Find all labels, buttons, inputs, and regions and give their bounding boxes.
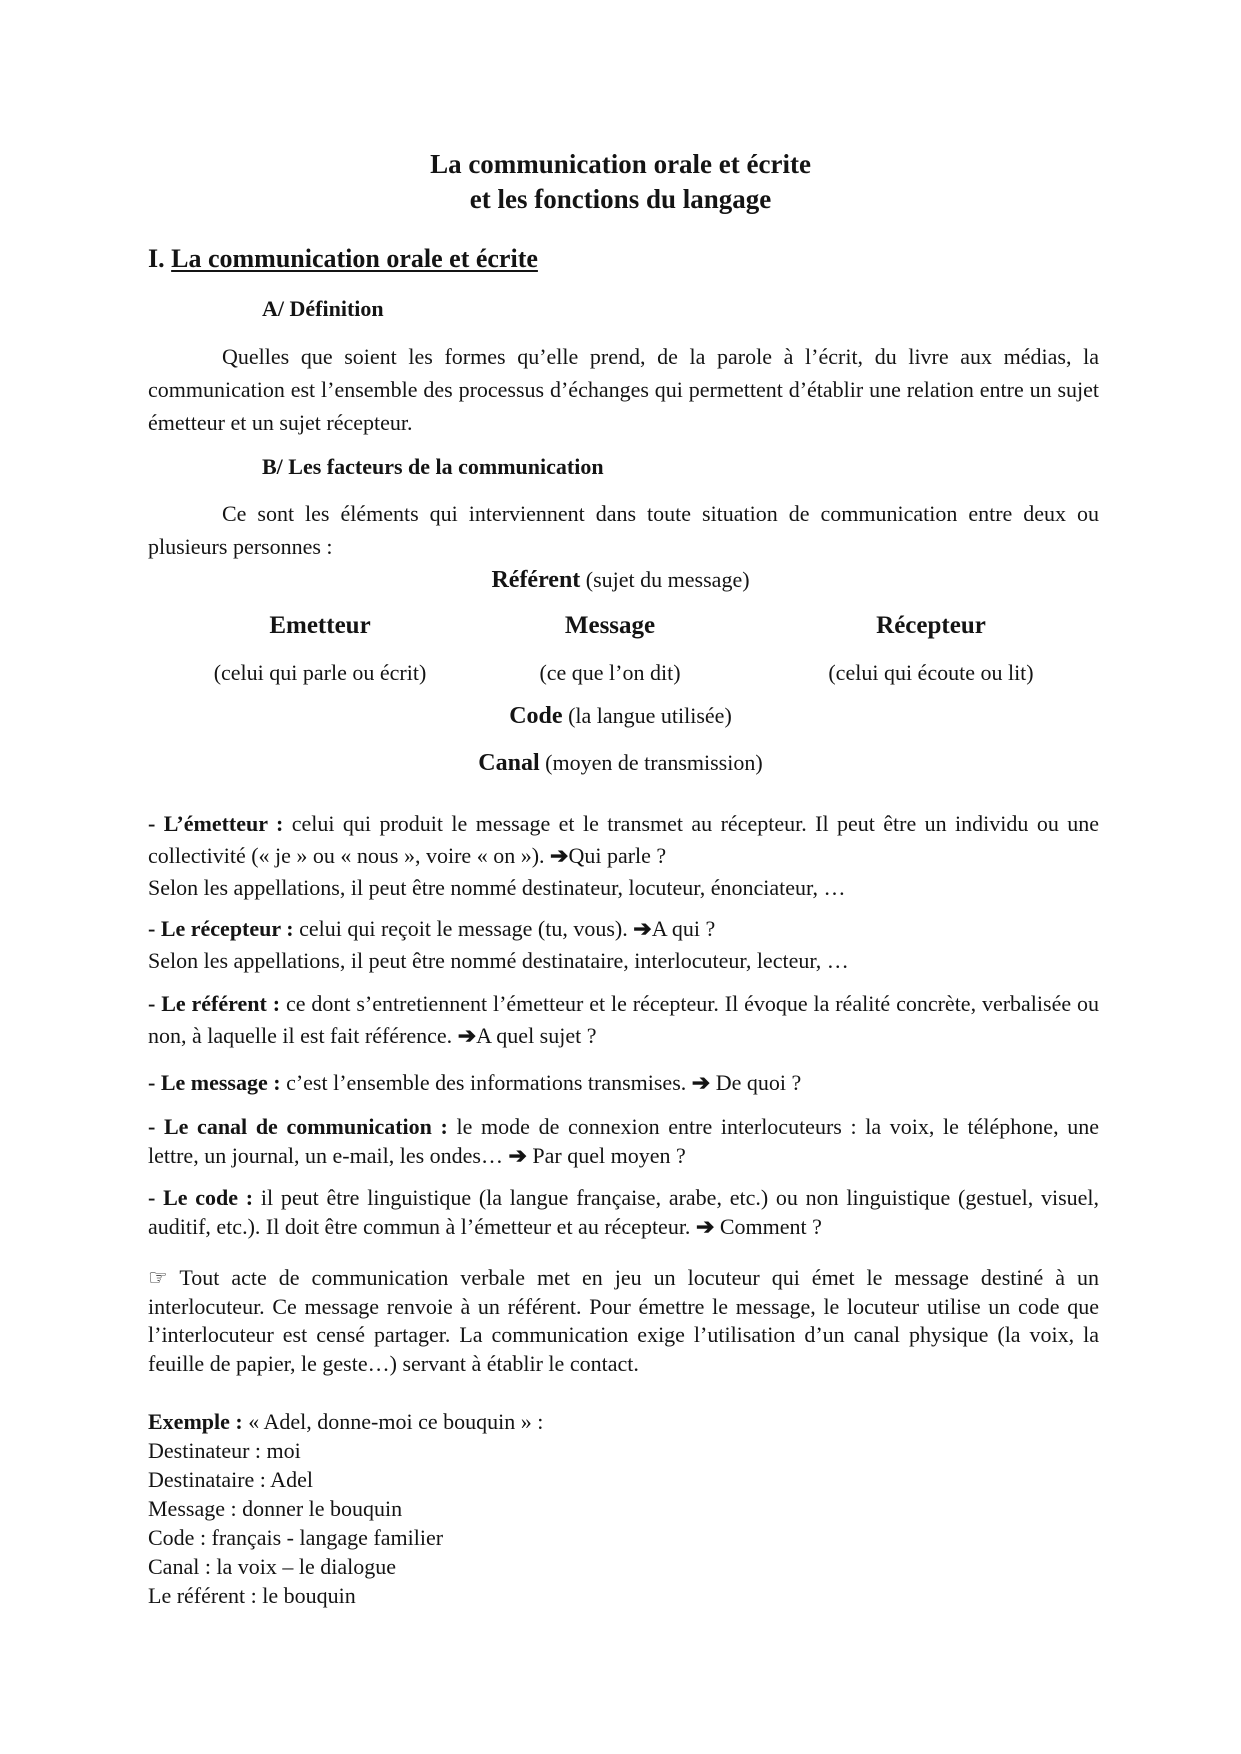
def-code-text: il peut être linguistique (la langue française, arabe, etc.) ou non linguistique (gestuel, visuel, auditif, etc.). Il doit être commun à l’émetteur et au récepteur. <box>148 1185 1100 1239</box>
def-message-term: - Le message : <box>148 1070 281 1095</box>
def-referent <box>148 988 1099 1052</box>
def-canal <box>148 1112 1099 1170</box>
subsection-a-heading: A/ Définition <box>262 296 384 321</box>
schema-message-term: Message <box>564 612 656 639</box>
arrow-right-icon: ➔ <box>508 1143 527 1168</box>
def-emetteur-extra: Selon les appellations, il peut être nommé destinateur, locuteur, énonciateur, … <box>148 875 846 900</box>
arrow-right-icon: ➔ <box>691 1070 711 1095</box>
canal-desc: (moyen de transmission) <box>545 750 763 775</box>
note-paragraph <box>148 1264 1099 1378</box>
def-recepteur-question: A qui ? <box>651 916 716 941</box>
page-title-line-2: et les fonctions du langage <box>469 184 772 214</box>
section-heading <box>148 244 538 274</box>
def-message-question: De quoi ? <box>710 1070 802 1095</box>
schema-emetteur-desc: (celui qui parle ou écrit) <box>213 660 427 685</box>
factors-paragraph <box>148 497 1099 563</box>
section-number: I. <box>148 244 165 273</box>
example-header <box>148 1407 543 1436</box>
def-code-question: Comment ? <box>714 1214 822 1239</box>
def-canal-question: Par quel moyen ? <box>526 1143 686 1168</box>
def-code-term: - Le code : <box>148 1185 254 1210</box>
def-referent-question: A quel sujet ? <box>476 1023 597 1048</box>
schema-canal <box>0 750 1241 777</box>
schema-message-desc: (ce que l’on dit) <box>539 660 681 685</box>
canal-term: Canal <box>478 750 540 776</box>
pointing-hand-icon: ☞ <box>148 1265 168 1290</box>
subsection-b-heading: B/ Les facteurs de la communication <box>262 454 604 479</box>
arrow-right-icon: ➔ <box>550 843 569 868</box>
def-code <box>148 1183 1099 1241</box>
example-line: Destinataire : Adel <box>148 1467 313 1492</box>
def-recepteur-text: celui qui reçoit le message (tu, vous). <box>293 916 634 941</box>
example-quote: « Adel, donne-moi ce bouquin » : <box>242 1409 544 1434</box>
def-referent-text: ce dont s’entretiennent l’émetteur et le récepteur. Il évoque la réalité concrète, verbalisée ou non, à laquelle il est fait référence. <box>148 991 1100 1048</box>
code-desc: (la langue utilisée) <box>568 703 732 728</box>
schema-recepteur-term: Récepteur <box>876 612 986 639</box>
schema-code <box>0 703 1241 730</box>
definition-text: Quelles que soient les formes qu’elle prend, de la parole à l’écrit, du livre aux médias, la communication est l’ensemble des processus d’échanges qui permettent d’établir une relation entre un sujet émetteur et un sujet récepteur. <box>148 344 1099 435</box>
factors-text: Ce sont les éléments qui interviennent dans toute situation de communication entre deux ou plusieurs personnes : <box>148 501 1099 559</box>
def-referent-term: - Le référent : <box>148 991 281 1016</box>
page-title-line-1: La communication orale et écrite <box>430 149 811 179</box>
example-line: Canal : la voix – le dialogue <box>148 1554 397 1579</box>
code-term: Code <box>509 703 563 729</box>
def-recepteur <box>148 913 1099 977</box>
section-title: La communication orale et écrite <box>171 244 538 273</box>
def-emetteur-question: Qui parle ? <box>568 843 667 868</box>
def-message <box>148 1067 1099 1099</box>
def-canal-text: le mode de connexion entre interlocuteurs : la voix, le téléphone, une lettre, un journal, un e-mail, les ondes… <box>148 1114 1099 1168</box>
definition-paragraph <box>148 340 1099 439</box>
note-text: Tout acte de communication verbale met en jeu un locuteur qui émet le message destiné à un interlocuteur. Ce message renvoie à un référent. Pour émettre le message, le locuteur utilise un code que l’interlocuteur est censé partager. La communication exige l’utilisation d’un canal physique (la voix, la feuille de papier, le geste…) servant à établir le contact. <box>148 1265 1099 1376</box>
schema-referent <box>0 567 1241 594</box>
def-message-text: c’est l’ensemble des informations transmises. <box>280 1070 692 1095</box>
def-recepteur-extra: Selon les appellations, il peut être nommé destinataire, interlocuteur, lecteur, … <box>148 948 849 973</box>
arrow-right-icon: ➔ <box>695 1214 715 1239</box>
arrow-right-icon: ➔ <box>633 916 652 941</box>
def-canal-term: - Le canal de communication : <box>148 1114 448 1139</box>
def-emetteur <box>148 808 1099 904</box>
def-emetteur-term: - L’émetteur : <box>148 811 284 836</box>
example-line: Destinateur : moi <box>148 1438 301 1463</box>
example-label: Exemple : <box>148 1409 243 1434</box>
def-recepteur-term: - Le récepteur : <box>148 916 294 941</box>
example-line: Code : français - langage familier <box>148 1525 444 1550</box>
arrow-right-icon: ➔ <box>457 1023 477 1048</box>
example-line: Message : donner le bouquin <box>148 1496 403 1521</box>
referent-term: Référent <box>491 567 581 593</box>
def-emetteur-text: celui qui produit le message et le transmet au récepteur. Il peut être un individu ou une collectivité (« je » ou « nous », voire « on »). <box>148 811 1099 868</box>
schema-recepteur-desc: (celui qui écoute ou lit) <box>828 660 1034 685</box>
referent-desc: (sujet du message) <box>585 567 750 592</box>
schema-emetteur-term: Emetteur <box>269 612 371 639</box>
example-line: Le référent : le bouquin <box>148 1583 356 1608</box>
